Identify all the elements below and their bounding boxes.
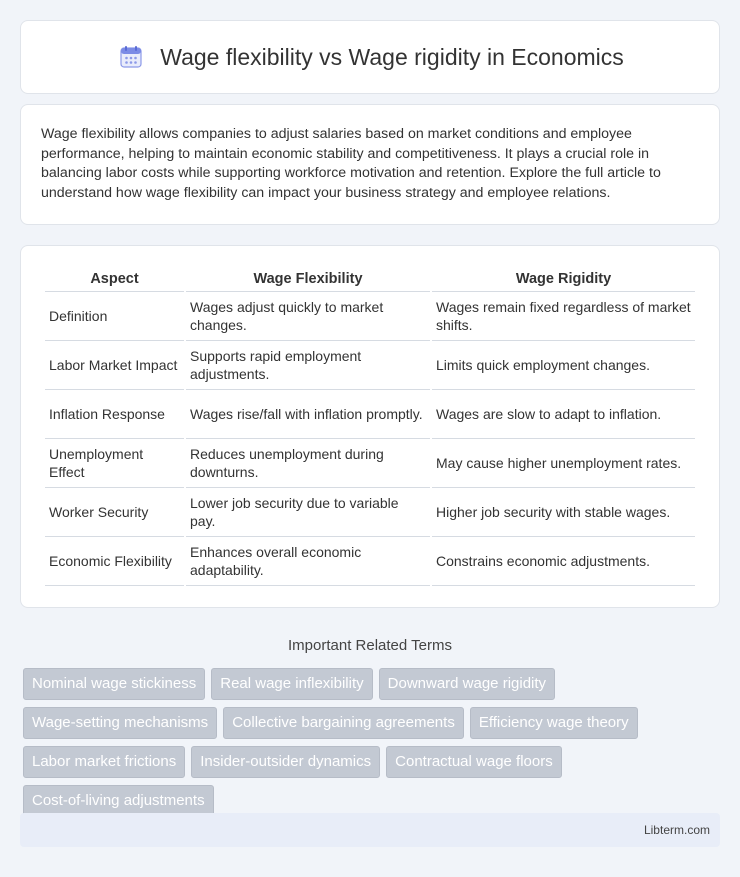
cell-flexibility: Wages adjust quickly to market changes. (186, 292, 430, 341)
table-row (45, 390, 695, 439)
related-term-tag[interactable]: Insider-outsider dynamics (191, 746, 380, 778)
related-term-tag[interactable]: Labor market frictions (23, 746, 185, 778)
cell-rigidity: Wages are slow to adapt to inflation. (432, 390, 695, 439)
intro-card (20, 104, 720, 225)
header-wage-flexibility: Wage Flexibility (186, 266, 430, 292)
related-term-tag[interactable]: Contractual wage floors (386, 746, 562, 778)
cell-aspect: Unemployment Effect (45, 439, 184, 488)
footer (20, 813, 720, 847)
header-wage-rigidity: Wage Rigidity (432, 266, 695, 292)
related-term-tag[interactable]: Nominal wage stickiness (23, 668, 205, 700)
cell-rigidity: May cause higher unemployment rates. (432, 439, 695, 488)
table-row (45, 537, 695, 586)
related-term-tag[interactable]: Downward wage rigidity (379, 668, 555, 700)
related-terms-title: Important Related Terms (288, 637, 452, 655)
related-terms-list (20, 668, 720, 817)
related-term-tag[interactable]: Collective bargaining agreements (223, 707, 464, 739)
cell-flexibility: Wages rise/fall with inflation promptly. (186, 390, 430, 439)
table-row (45, 292, 695, 341)
cell-aspect: Definition (45, 292, 184, 341)
table-header-row (45, 266, 695, 292)
header-aspect: Aspect (45, 266, 184, 292)
related-term-tag[interactable]: Efficiency wage theory (470, 707, 638, 739)
cell-rigidity: Wages remain fixed regardless of market shifts. (432, 292, 695, 341)
cell-aspect: Economic Flexibility (45, 537, 184, 586)
comparison-table (43, 266, 697, 586)
cell-aspect: Worker Security (45, 488, 184, 537)
title-card (20, 20, 720, 94)
page-title: Wage flexibility vs Wage rigidity in Economics (160, 43, 624, 70)
cell-flexibility: Reduces unemployment during downturns. (186, 439, 430, 488)
related-term-tag[interactable]: Real wage inflexibility (211, 668, 372, 700)
cell-flexibility: Supports rapid employment adjustments. (186, 341, 430, 390)
cell-rigidity: Higher job security with stable wages. (432, 488, 695, 537)
comparison-table-card (20, 245, 720, 608)
related-term-tag[interactable]: Wage-setting mechanisms (23, 707, 217, 739)
intro-text: Wage flexibility allows companies to adjust salaries based on market conditions and employee performance, helping to maintain economic stability and competitiveness. It plays a crucial role in balancing labor costs while supporting workforce motivation and retention. Explore the full article to understand how wage flexibility can impact your business strategy and employee relations. (41, 126, 661, 201)
related-term-tag[interactable]: Cost-of-living adjustments (23, 785, 214, 817)
cell-aspect: Inflation Response (45, 390, 184, 439)
cell-flexibility: Enhances overall economic adaptability. (186, 537, 430, 586)
footer-site-link[interactable]: Libterm.com (643, 823, 710, 837)
cell-aspect: Labor Market Impact (45, 341, 184, 390)
table-row (45, 488, 695, 537)
cell-rigidity: Limits quick employment changes. (432, 341, 695, 390)
table-row (45, 341, 695, 390)
table-row (45, 439, 695, 488)
cell-flexibility: Lower job security due to variable pay. (186, 488, 430, 537)
cell-rigidity: Constrains economic adjustments. (432, 537, 695, 586)
calendar-icon (116, 42, 146, 72)
